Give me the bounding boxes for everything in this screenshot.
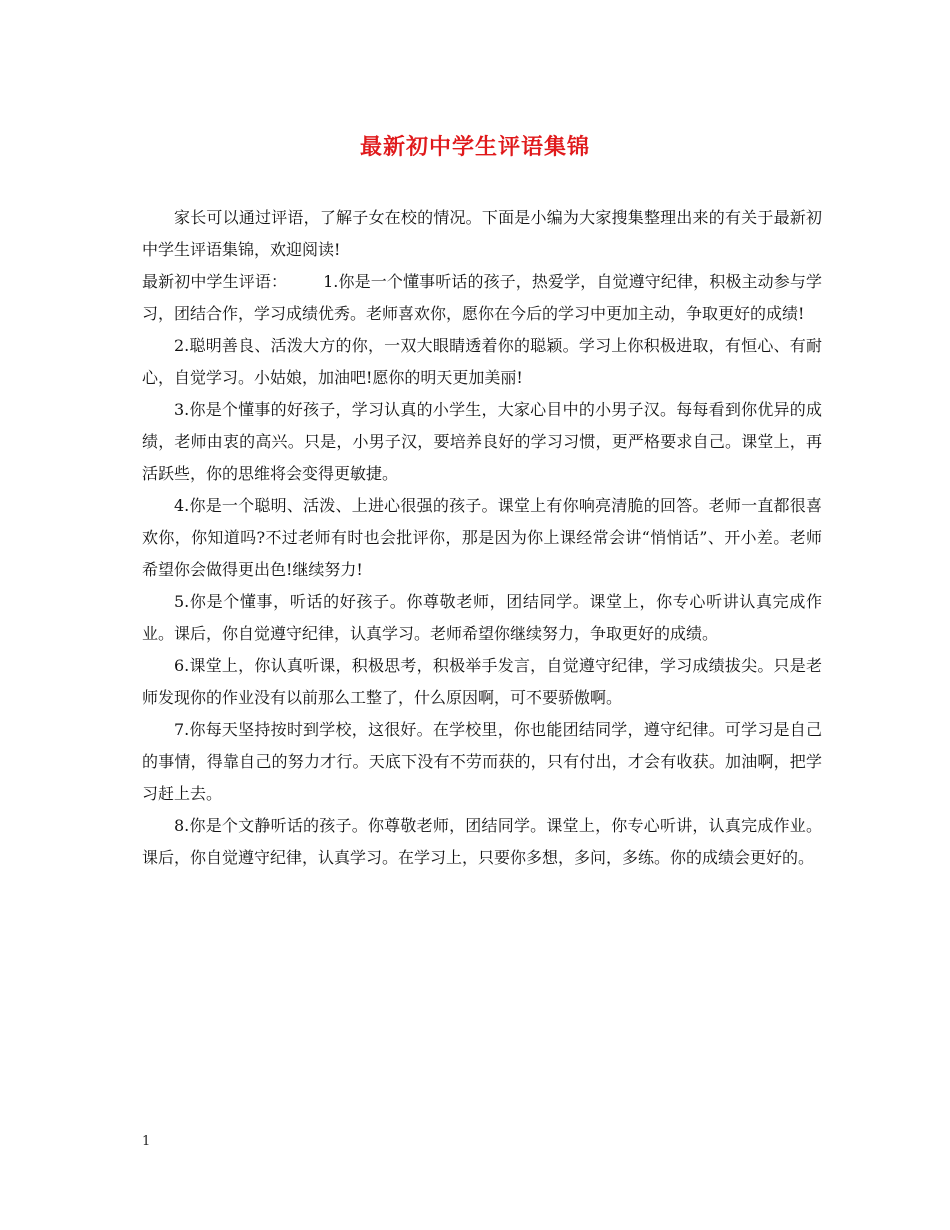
intro-paragraph: 家长可以通过评语，了解子女在校的情况。下面是小编为大家搜集整理出来的有关于最新初中学生评语集锦，欢迎阅读!: [142, 208, 822, 259]
comment-item-4: 4.你是一个聪明、活泼、上进心很强的孩子。课堂上有你响亮清脆的回答。老师一直都很喜欢你，你知道吗?不过老师有时也会批评你，那是因为你上课经常会讲“悄悄话”、开小差。老师希望你会做得更出色!继续努力!: [142, 496, 822, 579]
comments-label: 最新初中学生评语：: [142, 272, 288, 291]
comment-item-8: 8.你是个文静听话的孩子。你尊敬老师，团结同学。课堂上，你专心听讲，认真完成作业。课后，你自觉遵守纪律，认真学习。在学习上，只要你多想，多问，多练。你的成绩会更好的。: [142, 816, 822, 867]
comment-item-1: 1.你是一个懂事听话的孩子，热爱学，自觉遵守纪律，积极主动参与学习，团结合作，学习成绩优秀。老师喜欢你，愿你在今后的学习中更加主动，争取更好的成绩!: [142, 272, 822, 323]
document-title: 最新初中学生评语集锦: [359, 134, 590, 160]
comment-item-7: 7.你每天坚持按时到学校，这很好。在学校里，你也能团结同学，遵守纪律。可学习是自己的事情，得靠自己的努力才行。天底下没有不劳而获的，只有付出，才会有收获。加油啊，把学习赶上去。: [142, 720, 822, 803]
comments-paragraph-1: [142, 266, 822, 330]
document-body: [142, 202, 822, 874]
page-number: 1: [142, 1134, 151, 1149]
comment-item-5: 5.你是个懂事，听话的好孩子。你尊敬老师，团结同学。课堂上，你专心听讲认真完成作业。课后，你自觉遵守纪律，认真学习。老师希望你继续努力，争取更好的成绩。: [142, 592, 822, 643]
comment-item-6: 6.课堂上，你认真听课，积极思考，积极举手发言，自觉遵守纪律，学习成绩拔尖。只是老师发现你的作业没有以前那么工整了，什么原因啊，可不要骄傲啊。: [142, 656, 822, 707]
comment-item-2: 2.聪明善良、活泼大方的你，一双大眼睛透着你的聪颖。学习上你积极进取，有恒心、有耐心，自觉学习。小姑娘，加油吧!愿你的明天更加美丽!: [142, 336, 822, 387]
comment-item-3: 3.你是个懂事的好孩子，学习认真的小学生，大家心目中的小男子汉。每每看到你优异的成绩，老师由衷的高兴。只是，小男子汉，要培养良好的学习习惯，更严格要求自己。课堂上，再活跃些，你的思维将会变得更敏捷。: [142, 400, 822, 483]
